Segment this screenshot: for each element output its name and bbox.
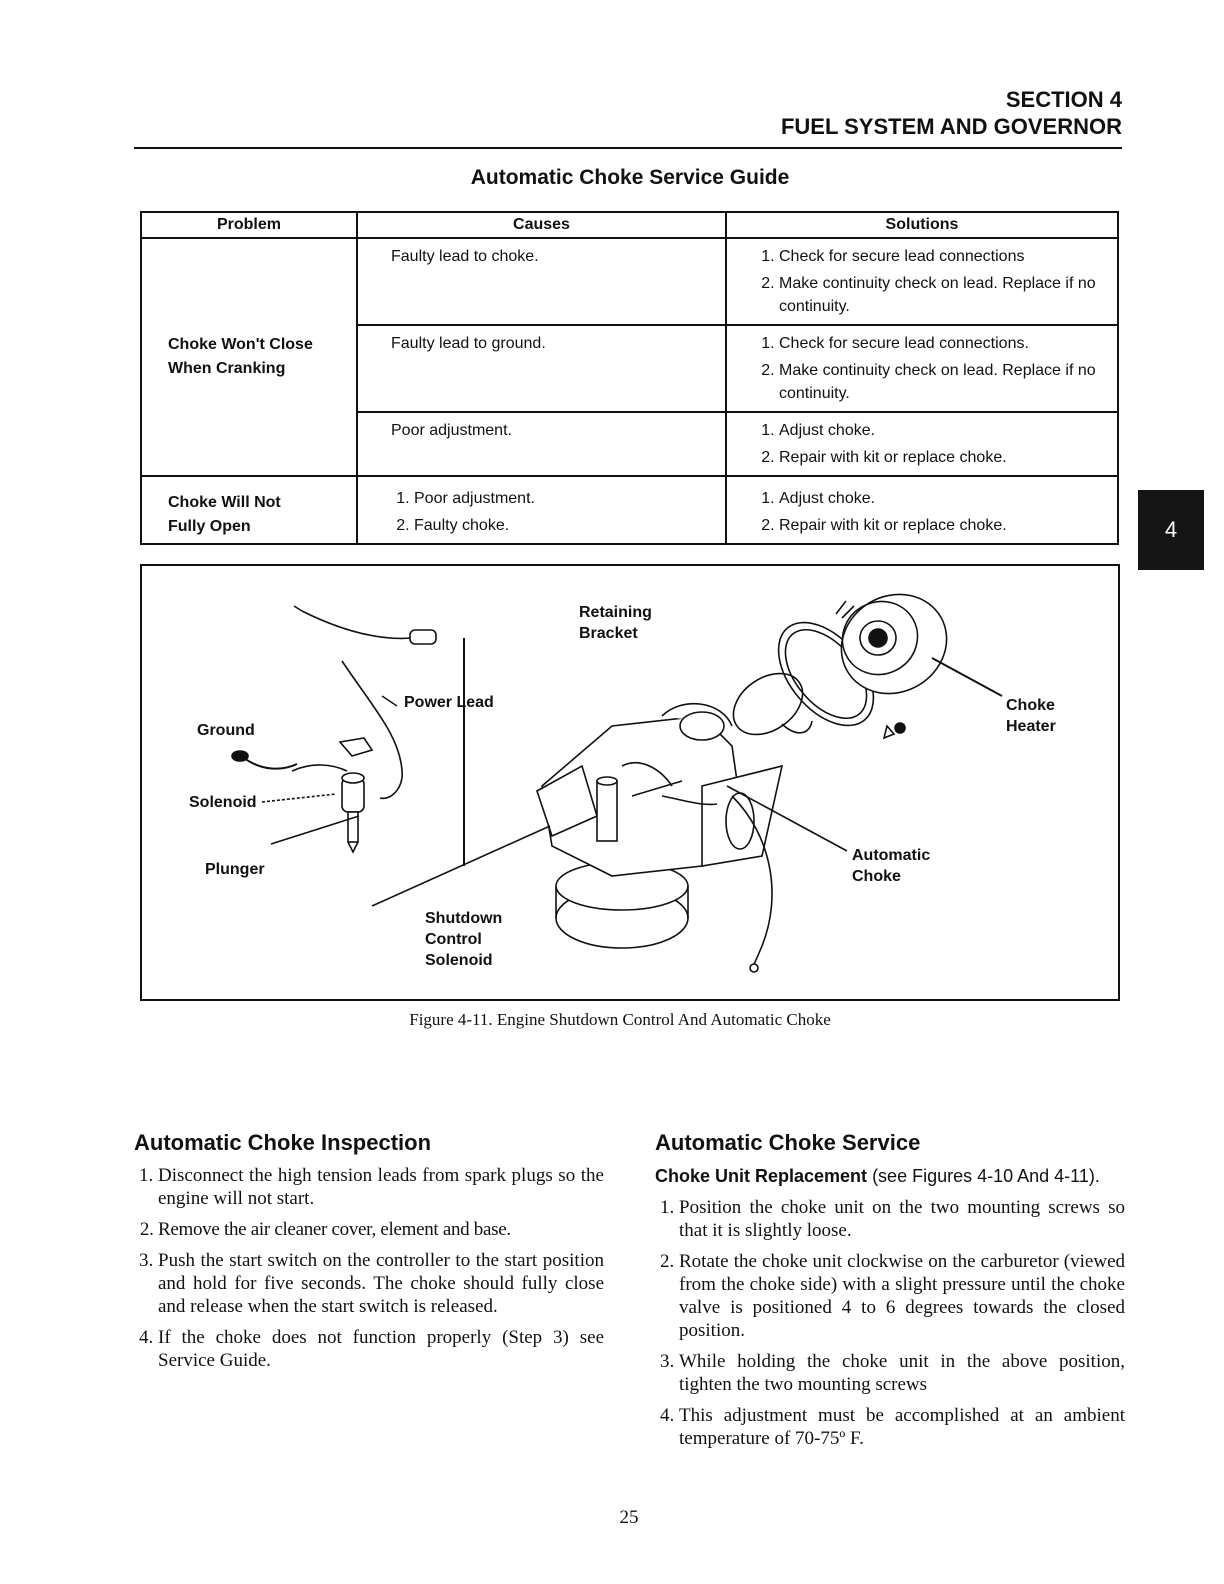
cause-item: 1. Poor adjustment. <box>414 487 719 510</box>
cause-cell: Poor adjustment. <box>357 412 726 476</box>
cause-cell: Faulty lead to choke. <box>357 238 726 325</box>
label-ground: Ground <box>197 722 255 739</box>
service-section <box>655 1130 1125 1458</box>
problem-cell <box>141 238 357 476</box>
solution-cell <box>726 325 1118 412</box>
subheading-ref: (see Figures 4-10 And 4-11). <box>872 1166 1100 1186</box>
inspection-heading: Automatic Choke Inspection <box>134 1130 432 1155</box>
list-item: 2. Remove the air cleaner cover, element and base. <box>158 1218 604 1241</box>
solution-item: 2. Repair with kit or replace choke. <box>779 446 1111 469</box>
page-number: 25 <box>619 1507 639 1528</box>
solution-item: 1. Check for secure lead connections. <box>779 332 1111 355</box>
column-header: Causes <box>357 212 726 238</box>
service-heading: Automatic Choke Service <box>655 1130 921 1155</box>
problem-cell <box>141 476 357 544</box>
solution-item: 1. Adjust choke. <box>779 419 1111 442</box>
leader-choke-heater <box>932 658 1002 696</box>
section-title: FUEL SYSTEM AND GOVERNOR <box>780 114 1122 139</box>
cause-item: 2. Faulty choke. <box>414 514 719 537</box>
list-item: 4. This adjustment must be accomplished at an ambient temperature of 70-75º F. <box>679 1404 1125 1450</box>
choke-gasket <box>722 661 814 747</box>
solution-item: 2. Repair with kit or replace choke. <box>779 514 1111 537</box>
solution-item: 1. Adjust choke. <box>779 487 1111 510</box>
inspection-section <box>134 1130 604 1380</box>
solution-cell <box>726 412 1118 476</box>
problem-text: When Cranking <box>168 360 286 377</box>
service-guide-table <box>140 211 1119 545</box>
leader-plunger <box>271 816 359 844</box>
section-tab: 4 <box>1138 490 1204 570</box>
leader-shutdown <box>372 826 550 906</box>
list-item: 3. While holding the choke unit in the above position, tighten the two mounting screws <box>679 1350 1125 1396</box>
label-retaining-bracket: Retaining Bracket <box>579 604 652 642</box>
inspection-steps <box>134 1164 604 1372</box>
list-item: 1. Disconnect the high tension leads from spark plugs so the engine will not start. <box>158 1164 604 1210</box>
leader-solenoid <box>262 794 336 802</box>
table-header-row <box>141 212 1118 238</box>
figure-4-11 <box>140 564 1120 1001</box>
solution-cell <box>726 238 1118 325</box>
problem-text: Choke Will Not <box>168 493 281 511</box>
table-row <box>141 238 1118 325</box>
label-choke-heater: Choke Heater <box>1006 697 1056 735</box>
subheading-title: Choke Unit Replacement <box>655 1166 868 1186</box>
problem-text: Choke Won't Close <box>168 336 313 353</box>
table-row <box>141 476 1118 544</box>
service-subheading <box>655 1164 1125 1188</box>
solution-item: 1. Check for secure lead connections <box>779 245 1111 268</box>
header-rule <box>134 147 1122 149</box>
section-number: SECTION 4 <box>1005 87 1122 112</box>
section-header <box>781 86 1122 140</box>
power-lead-wire <box>302 611 412 638</box>
problem-text: Fully Open <box>168 517 251 535</box>
figure-caption: Figure 4-11. Engine Shutdown Control And Automatic Choke <box>409 1010 831 1029</box>
list-item: 3. Push the start switch on the controller to the start position and hold for five seconds. The choke should fully close and release when the start switch is released. <box>158 1249 604 1318</box>
lead-connector <box>410 630 436 644</box>
guide-title: Automatic Choke Service Guide <box>470 166 790 189</box>
column-header: Solutions <box>726 212 1118 238</box>
solution-item: 2. Make continuity check on lead. Replace if no continuity. <box>779 272 1111 318</box>
solution-item: 2. Make continuity check on lead. Replace if no continuity. <box>779 359 1111 405</box>
list-item: 1. Position the choke unit on the two mounting screws so that it is slightly loose. <box>679 1196 1125 1242</box>
column-header: Problem <box>141 212 357 238</box>
shutdown-solenoid-body <box>597 781 617 841</box>
label-automatic-choke: Automatic Choke <box>852 847 931 885</box>
list-item: 2. Rotate the choke unit clockwise on the carburetor (viewed from the choke side) with a slight pressure until the choke valve is positioned 4 to 6 degrees towards the closed position. <box>679 1250 1125 1342</box>
cause-cell: Faulty lead to ground. <box>357 325 726 412</box>
service-steps <box>655 1196 1125 1450</box>
solution-cell <box>726 476 1118 544</box>
cause-cell <box>357 476 726 544</box>
list-item: 4. If the choke does not function properly (Step 3) see Service Guide. <box>158 1326 604 1372</box>
label-power-lead: Power Lead <box>404 694 494 711</box>
label-solenoid: Solenoid <box>189 794 257 811</box>
label-plunger: Plunger <box>205 861 265 878</box>
label-shutdown-control-solenoid: Shutdown Control Solenoid <box>425 910 503 969</box>
